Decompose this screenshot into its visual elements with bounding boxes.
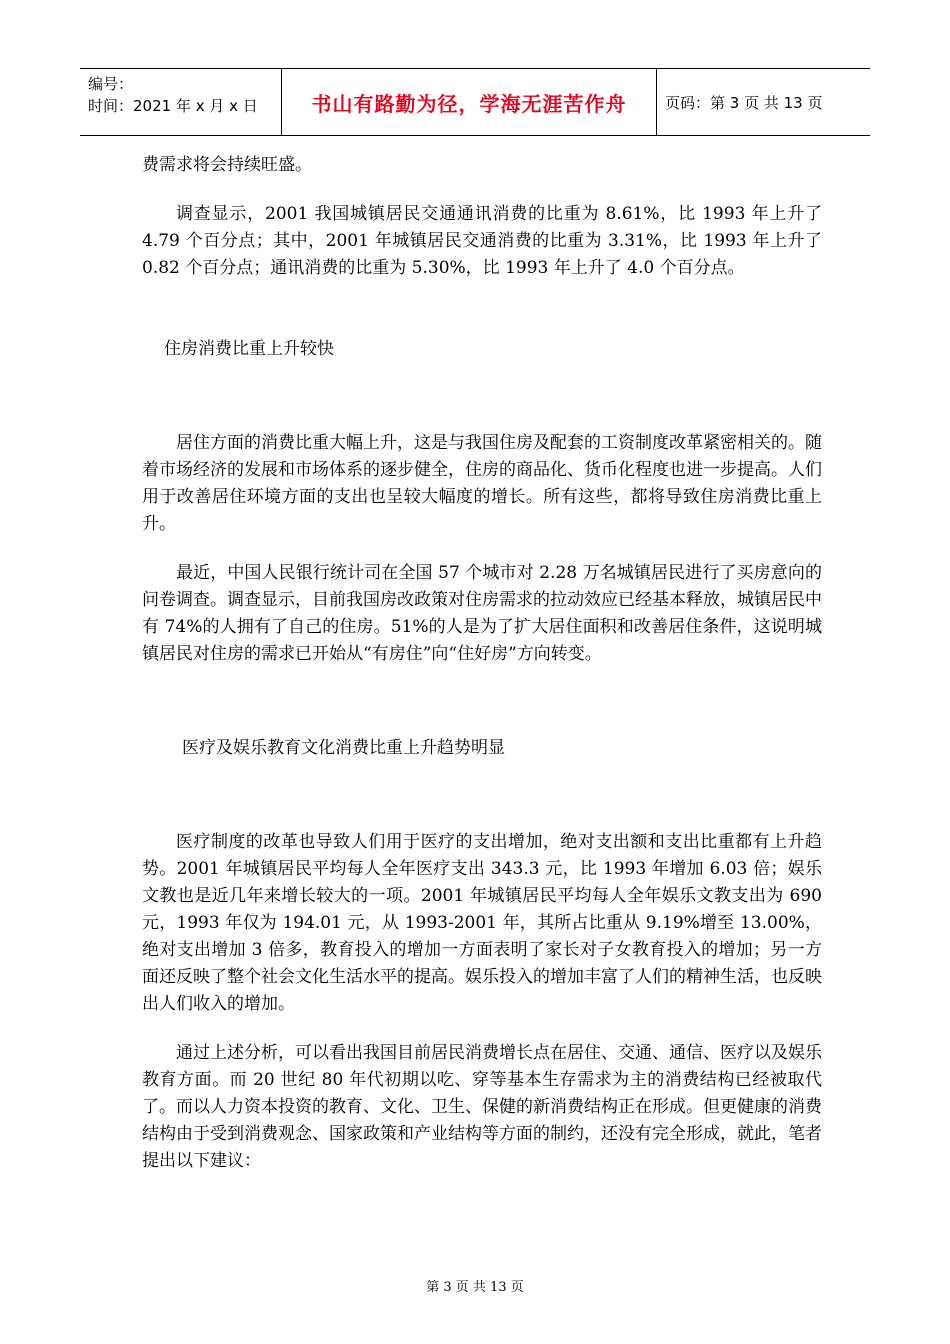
header-motto: 书山有路勤为径，学海无涯苦作舟 (282, 69, 657, 135)
paragraph-transport: 调查显示，2001 我国城镇居民交通通讯消费的比重为 8.61%，比 1993 年上升了 4.79 个百分点；其中，2001 年城镇居民交通消费的比重为 3.31%，比 1993 年上升了 0.82 个百分点；通讯消费的比重为 5.30%，比 1993 年上升了 4.0 个百分点。 (142, 204, 822, 278)
header-page-info: 页码：第 3 页 共 13 页 (665, 93, 823, 112)
paragraph-survey: 最近，中国人民银行统计司在全国 57 个城市对 2.28 万名城镇居民进行了买房意向的问卷调查。调查显示，目前我国房改政策对住房需求的拉动效应已经基本释放，城镇居民中有 74%的人拥有了自己的住房。51%的人是为了扩大居住面积和改善居住条件，这说明城镇居民对住房的需求已开始从“有房住”向“住好房”方向转变。 (142, 563, 822, 664)
serial-label: 编号： (88, 75, 134, 93)
section-heading-medical: 医疗及娱乐教育文化消费比重上升趋势明显 (182, 738, 505, 758)
page-header (80, 68, 870, 136)
paragraph-summary: 通过上述分析，可以看出我国目前居民消费增长点在居住、交通、通信、医疗以及娱乐教育方面。而 20 世纪 80 年代初期以吃、穿等基本生存需求为主的消费结构已经被取代了。而以人力资本投资的教育、文化、卫生、保健的新消费结构正在形成。但更健康的消费结构由于受到消费观念、国家政策和产业结构等方面的制约，还没有完全形成，就此，笔者提出以下建议： (142, 1043, 822, 1171)
paragraph-housing: 居住方面的消费比重大幅上升，这是与我国住房及配套的工资制度改革紧密相关的。随着市场经济的发展和市场体系的逐步健全，住房的商品化、货币化程度也进一步提高。人们用于改善居住环境方面的支出也呈较大幅度的增长。所有这些，都将导致住房消费比重上升。 (142, 433, 822, 534)
paragraph-continued: 费需求将会持续旺盛。 (142, 155, 312, 175)
time-label: 时间：2021 年 x 月 x 日 (88, 97, 258, 115)
header-meta (80, 69, 282, 135)
document-body (142, 152, 822, 1175)
paragraph-medical: 医疗制度的改革也导致人们用于医疗的支出增加，绝对支出额和支出比重都有上升趋势。2001 年城镇居民平均每人全年医疗支出 343.3 元，比 1993 年增加 6.03 倍；娱乐文教也是近几年来增长较大的一项。2001 年城镇居民平均每人全年娱乐文教支出为 690 元，1993 年仅为 194.01 元，从 1993-2001 年，其所占比重从 9.19%增至 13.00%，绝对支出增加 3 倍多，教育投入的增加一方面表明了家长对子女教育投入的增加；另一方面还反映了整个社会文化生活水平的提高。娱乐投入的增加丰富了人们的精神生活，也反映出人们收入的增加。 (142, 832, 822, 1014)
section-heading-housing: 住房消费比重上升较快 (164, 339, 334, 359)
page-footer: 第 3 页 共 13 页 (426, 1280, 524, 1295)
